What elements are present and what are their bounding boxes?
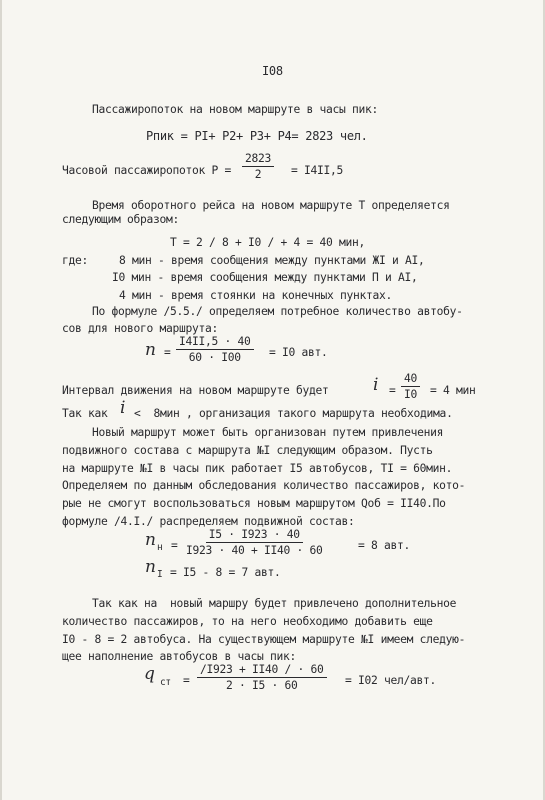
page-number: I08 — [262, 64, 283, 78]
since-text-post: < 8мин , организация такого маршрута необходима. — [134, 407, 453, 420]
formula-nn-symbol: n — [145, 530, 156, 550]
formula-nn-equals: = — [171, 539, 178, 552]
interval-denominator: I0 — [404, 388, 418, 401]
formula-peak-flow: Pпик = PI+ P2+ P3+ P4= 2823 чел. — [146, 129, 368, 143]
formula-n-denominator: 60 · I00 — [188, 351, 241, 364]
formula-q-subscript: ст — [160, 677, 171, 688]
paragraph-passenger-flow: Пассажиропоток на новом маршруте в часы пик: — [92, 103, 379, 116]
formula-trip-time: T = 2 / 8 + I0 / + 4 = 40 мин, — [170, 236, 366, 249]
interval-symbol: i — [373, 375, 379, 395]
hourly-flow-denominator: 2 — [254, 168, 262, 181]
interval-fraction — [401, 372, 420, 401]
formula-ni-subscript: I — [157, 569, 163, 580]
paragraph-addition-4: щее наполнение автобусов в часы пик: — [62, 650, 297, 663]
paragraph-trip-time-1: Время оборотного рейса на новом маршруте T определяется — [92, 199, 450, 212]
formula-ni-body: = I5 - 8 = 7 авт. — [170, 566, 281, 579]
hourly-flow-result: = I4II,5 — [291, 164, 344, 177]
interval-text: Интервал движения на новом маршруте будет — [62, 384, 329, 397]
formula-nn-numerator: I5 · I923 · 40 — [206, 528, 303, 543]
formula-q-equals: = — [183, 674, 190, 687]
paragraph-bus-count-1: По формуле /5.5./ определяем потребное количество автобу- — [92, 305, 463, 318]
formula-nn-result: = 8 авт. — [358, 539, 411, 552]
since-symbol: i — [120, 398, 126, 418]
paragraph-addition-1: Так как на новый маршру будет привлечено дополнительное — [92, 597, 457, 610]
paragraph-trip-time-2: следующим образом: — [62, 213, 180, 226]
paragraph-new-route-2: подвижного состава с маршрута №I следующим образом. Пусть — [62, 444, 433, 457]
formula-n-result: = I0 авт. — [269, 346, 328, 359]
formula-nn-denominator: I923 · 40 + II40 · 60 — [186, 544, 323, 557]
interval-equals: = — [389, 384, 396, 397]
hourly-flow-numerator: 2823 — [242, 152, 274, 167]
formula-ni-symbol: n — [145, 557, 156, 577]
paragraph-new-route-1: Новый маршрут может быть организован путем привлечения — [92, 426, 444, 439]
paragraph-addition-2: количество пассажиров, то на него необходимо добавить еще — [62, 615, 433, 628]
formula-nn-subscript: н — [157, 542, 163, 553]
formula-n-fraction — [176, 335, 254, 364]
paragraph-addition-3: I0 - 8 = 2 автобуса. На существующем маршруте №I имеем следую- — [62, 633, 466, 646]
page-left-edge — [0, 0, 2, 800]
formula-nn-fraction — [183, 528, 326, 557]
formula-n-numerator: I4II,5 · 40 — [176, 335, 254, 350]
formula-q-symbol: q — [144, 664, 155, 684]
where-line-3: 4 мин - время стоянки на конечных пунктах. — [119, 289, 393, 302]
hourly-flow-fraction — [242, 152, 274, 181]
since-text-pre: Так как — [62, 407, 108, 420]
formula-q-fraction — [197, 663, 327, 692]
hourly-flow-label: Часовой пассажиропоток P = — [62, 164, 232, 177]
formula-n-equals: = — [164, 346, 171, 359]
paragraph-new-route-4: Определяем по данным обследования количество пассажиров, кото- — [62, 479, 466, 492]
interval-numerator: 40 — [401, 372, 420, 387]
interval-result: = 4 мин — [430, 384, 476, 397]
formula-q-result: = I02 чел/авт. — [345, 674, 437, 687]
formula-n-symbol: n — [145, 340, 156, 360]
where-line-2: I0 мин - время сообщения между пунктами П и AI, — [112, 271, 418, 284]
where-line-1: 8 мин - время сообщения между пунктами ЖI и AI, — [119, 254, 425, 267]
paragraph-new-route-3: на маршруте №I в часы пик работает I5 автобусов, TI = 60мин. — [62, 462, 453, 475]
paragraph-new-route-5: рые не смогут воспользоваться новым маршрутом Qоб = II40.По — [62, 497, 446, 510]
where-label: где: — [62, 254, 89, 267]
formula-q-numerator: /I923 + II40 / · 60 — [197, 663, 327, 678]
paragraph-new-route-6: формуле /4.I./ распределяем подвижной состав: — [62, 515, 355, 528]
formula-q-denominator: 2 · I5 · 60 — [226, 679, 298, 692]
paragraph-bus-count-2: сов для нового маршрута: — [62, 322, 219, 335]
